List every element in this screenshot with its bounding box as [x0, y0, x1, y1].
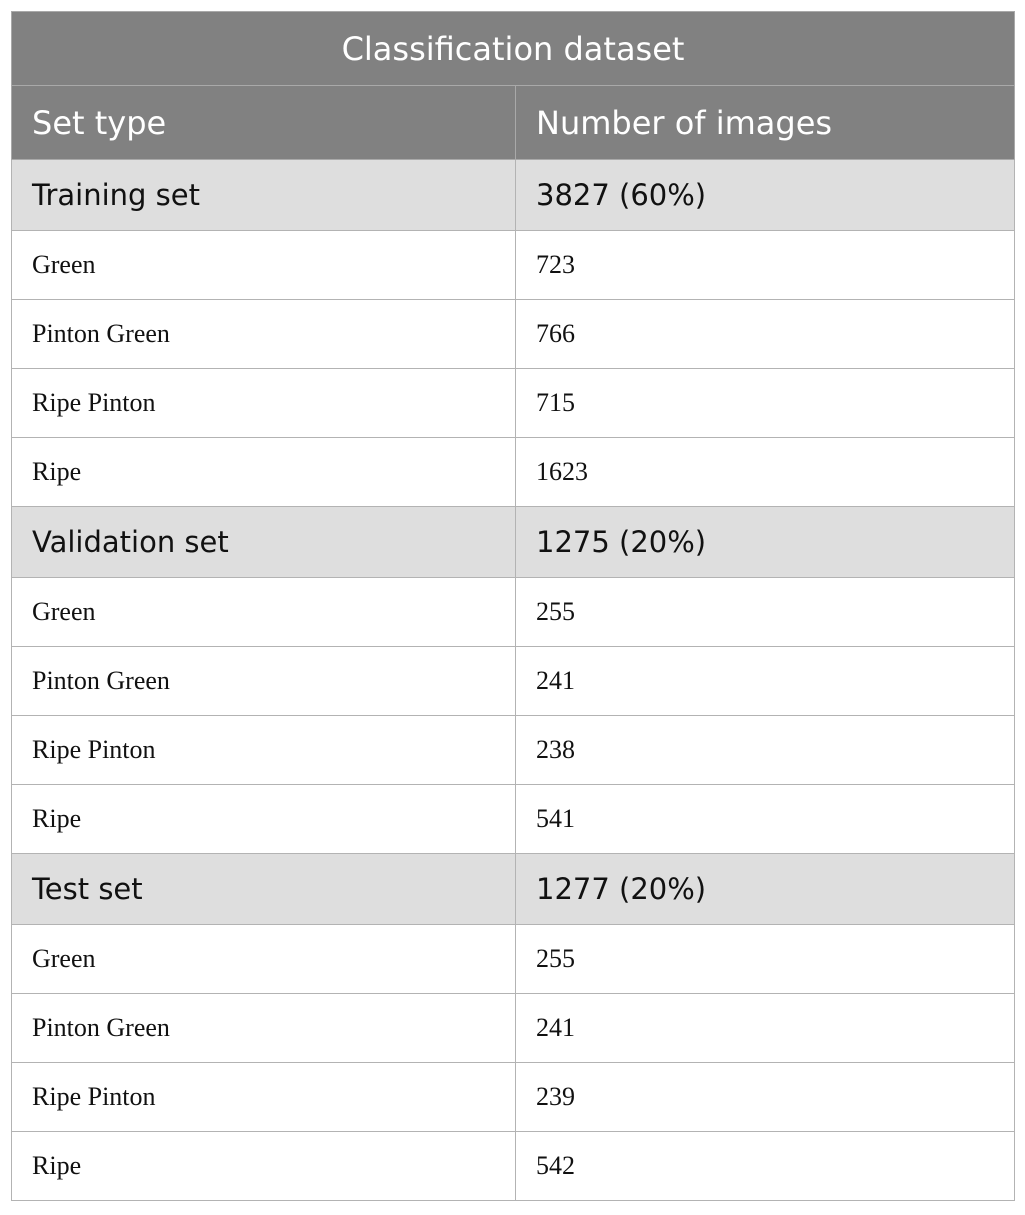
- row-label: Ripe: [12, 785, 516, 854]
- row-value: 239: [516, 1063, 1015, 1132]
- row-value: 238: [516, 716, 1015, 785]
- row-value: 241: [516, 647, 1015, 716]
- row-value: 255: [516, 925, 1015, 994]
- table-row: [12, 785, 1015, 854]
- row-value: 241: [516, 994, 1015, 1063]
- row-value: 255: [516, 578, 1015, 647]
- table-row: [12, 438, 1015, 507]
- table-row: [12, 578, 1015, 647]
- group-total: 1277 (20%): [516, 854, 1015, 925]
- table-row: [12, 647, 1015, 716]
- row-label: Ripe: [12, 438, 516, 507]
- group-row-validation-set: [12, 507, 1015, 578]
- row-label: Ripe: [12, 1132, 516, 1201]
- row-label: Pinton Green: [12, 994, 516, 1063]
- row-label: Green: [12, 925, 516, 994]
- row-value: 542: [516, 1132, 1015, 1201]
- group-name: Test set: [12, 854, 516, 925]
- row-value: 1623: [516, 438, 1015, 507]
- table-row: [12, 925, 1015, 994]
- column-header-set-type: Set type: [12, 86, 516, 160]
- group-total: 1275 (20%): [516, 507, 1015, 578]
- group-name: Validation set: [12, 507, 516, 578]
- table-row: [12, 994, 1015, 1063]
- row-label: Pinton Green: [12, 647, 516, 716]
- column-header-number-of-images: Number of images: [516, 86, 1015, 160]
- table-row: [12, 716, 1015, 785]
- table-title-row: [12, 12, 1015, 86]
- row-value: 541: [516, 785, 1015, 854]
- group-row-test-set: [12, 854, 1015, 925]
- table-row: [12, 300, 1015, 369]
- row-label: Green: [12, 231, 516, 300]
- row-value: 723: [516, 231, 1015, 300]
- row-label: Green: [12, 578, 516, 647]
- group-name: Training set: [12, 160, 516, 231]
- row-value: 715: [516, 369, 1015, 438]
- row-label: Ripe Pinton: [12, 716, 516, 785]
- row-label: Ripe Pinton: [12, 369, 516, 438]
- table-row: [12, 1063, 1015, 1132]
- table-row: [12, 1132, 1015, 1201]
- table-row: [12, 369, 1015, 438]
- row-label: Pinton Green: [12, 300, 516, 369]
- table-row: [12, 231, 1015, 300]
- group-total: 3827 (60%): [516, 160, 1015, 231]
- column-header-row: [12, 86, 1015, 160]
- table-title: Classification dataset: [12, 12, 1015, 86]
- row-value: 766: [516, 300, 1015, 369]
- row-label: Ripe Pinton: [12, 1063, 516, 1132]
- group-row-training-set: [12, 160, 1015, 231]
- dataset-table: [11, 11, 1015, 1201]
